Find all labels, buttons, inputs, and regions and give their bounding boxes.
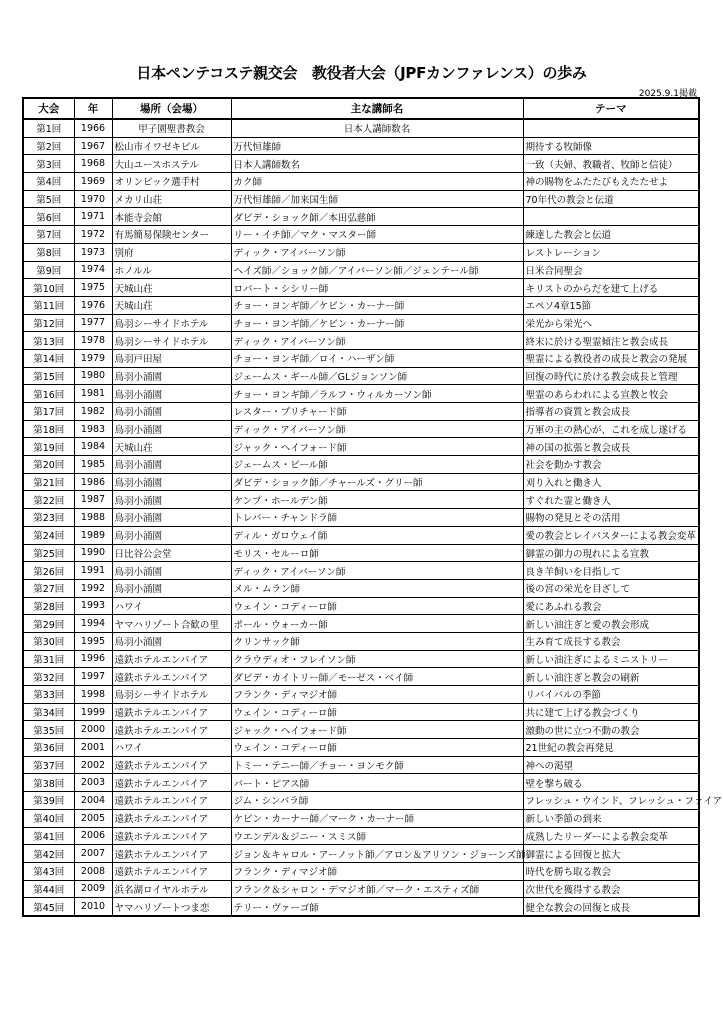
cell-session: 第36回 [23,739,74,757]
cell-speakers: ポール・ウォーカー師 [231,615,523,633]
cell-year: 1991 [74,562,112,580]
cell-venue: ホノルル [112,261,231,279]
cell-venue: 遠鉄ホテルエンパイア [112,827,231,845]
cell-year: 1994 [74,615,112,633]
cell-speakers: バート・ピアス師 [231,774,523,792]
header-speakers: 主な講師名 [231,98,523,119]
cell-year: 1987 [74,491,112,509]
cell-theme: 生み育て成長する教会 [523,632,699,650]
cell-theme: 刈り入れと働き人 [523,473,699,491]
cell-venue: ハワイ [112,739,231,757]
cell-venue: 遠鉄ホテルエンパイア [112,721,231,739]
table-row [23,827,699,845]
cell-theme: 栄光から栄光へ [523,314,699,332]
cell-session: 第28回 [23,597,74,615]
cell-session: 第5回 [23,190,74,208]
table-row [23,420,699,438]
table-row [23,509,699,527]
cell-session: 第31回 [23,650,74,668]
cell-session: 第25回 [23,544,74,562]
table-row [23,739,699,757]
cell-session: 第17回 [23,403,74,421]
cell-session: 第8回 [23,243,74,261]
cell-speakers: チョー・ヨンギ師／ケビン・カーナー師 [231,314,523,332]
cell-session: 第45回 [23,898,74,916]
cell-theme: 愛にあふれる教会 [523,597,699,615]
header-venue: 場所（会場） [112,98,231,119]
table-row [23,137,699,155]
cell-venue: 鳥羽シーサイドホテル [112,314,231,332]
cell-speakers: ジェームス・ギール師／GLジョンソン師 [231,367,523,385]
cell-theme: 万軍の主の熱心が、これを成し遂げる [523,420,699,438]
table-row [23,526,699,544]
cell-venue: 甲子園聖書教会 [112,119,231,137]
table-row [23,456,699,474]
cell-theme: すぐれた霊と働き人 [523,491,699,509]
cell-venue: 遠鉄ホテルエンパイア [112,792,231,810]
cell-year: 1981 [74,385,112,403]
cell-theme: 練達した教会と伝道 [523,226,699,244]
cell-venue: 遠鉄ホテルエンパイア [112,668,231,686]
cell-year: 1971 [74,208,112,226]
cell-theme: キリストのからだを建て上げる [523,279,699,297]
cell-speakers: ウェイン・コディーロ師 [231,597,523,615]
cell-theme: 神の賜物をふたたびもえたたせよ [523,173,699,191]
cell-theme: リバイバルの季節 [523,686,699,704]
cell-speakers: チョー・ヨンギ師／ケビン・カーナー師 [231,296,523,314]
table-row [23,332,699,350]
cell-session: 第4回 [23,173,74,191]
cell-year: 1998 [74,686,112,704]
cell-session: 第2回 [23,137,74,155]
cell-venue: 鳥羽小涌園 [112,420,231,438]
cell-year: 1972 [74,226,112,244]
cell-year: 2007 [74,845,112,863]
cell-session: 第16回 [23,385,74,403]
cell-theme: 日米合同聖会 [523,261,699,279]
cell-venue: 鳥羽シーサイドホテル [112,686,231,704]
cell-year: 2005 [74,809,112,827]
table-row [23,119,699,137]
cell-speakers: ディック・アイバーソン師 [231,562,523,580]
cell-speakers: ダビデ・ショック師／本田弘慈師 [231,208,523,226]
cell-theme: 期待する牧師像 [523,137,699,155]
table-row [23,703,699,721]
cell-theme: 新しい油注ぎによるミニストリー [523,650,699,668]
cell-year: 1988 [74,509,112,527]
cell-theme: 賜物の発見とその活用 [523,509,699,527]
cell-venue: オリンピック選手村 [112,173,231,191]
cell-year: 1967 [74,137,112,155]
table-row [23,774,699,792]
cell-year: 1978 [74,332,112,350]
cell-theme [523,208,699,226]
cell-session: 第39回 [23,792,74,810]
cell-theme: 神の国の拡張と教会成長 [523,438,699,456]
cell-venue: 日比谷公会堂 [112,544,231,562]
cell-theme: 21世紀の教会再発見 [523,739,699,757]
table-row [23,615,699,633]
cell-theme: 時代を勝ち取る教会 [523,862,699,880]
cell-year: 2008 [74,862,112,880]
cell-speakers: ダビデ・カイトリー師／モーゼス・ベイ師 [231,668,523,686]
cell-session: 第41回 [23,827,74,845]
cell-theme: 聖霊による教役者の成長と教会の発展 [523,349,699,367]
table-row [23,296,699,314]
cell-speakers: ウエンデル＆ジニー・スミス師 [231,827,523,845]
cell-speakers: ディック・アイバーソン師 [231,243,523,261]
cell-theme: レストレーション [523,243,699,261]
cell-theme: エペソ4章15節 [523,296,699,314]
cell-theme: 後の宮の栄光を目ざして [523,579,699,597]
cell-venue: 鳥羽小涌園 [112,632,231,650]
cell-year: 1990 [74,544,112,562]
cell-venue: 浜名湖ロイヤルホテル [112,880,231,898]
table-row [23,686,699,704]
conference-history-table [22,97,723,917]
cell-speakers: クリンサック師 [231,632,523,650]
cell-speakers: ケンプ・ホールデン師 [231,491,523,509]
cell-year: 1995 [74,632,112,650]
cell-theme: 新しい油注ぎと教会の刷新 [523,668,699,686]
cell-session: 第27回 [23,579,74,597]
cell-session: 第21回 [23,473,74,491]
cell-session: 第11回 [23,296,74,314]
cell-session: 第3回 [23,155,74,173]
cell-speakers: ディック・アイバーソン師 [231,420,523,438]
cell-venue: 鳥羽小涌園 [112,509,231,527]
cell-speakers: フランク＆シャロン・デマジオ師／マーク・エスティズ師 [231,880,523,898]
cell-venue: 本能寺会館 [112,208,231,226]
cell-year: 1997 [74,668,112,686]
cell-year: 1966 [74,119,112,137]
cell-venue: ハワイ [112,597,231,615]
table-row [23,243,699,261]
cell-year: 1996 [74,650,112,668]
table-row [23,579,699,597]
cell-venue: 鳥羽小涌園 [112,403,231,421]
table-row [23,845,699,863]
cell-venue: 鳥羽小涌園 [112,491,231,509]
header-year: 年 [74,98,112,119]
cell-theme: 70年代の教会と伝道 [523,190,699,208]
cell-session: 第23回 [23,509,74,527]
cell-venue: 遠鉄ホテルエンパイア [112,756,231,774]
cell-speakers: チョー・ヨンギ師／ロイ・ハーザン師 [231,349,523,367]
table-row [23,349,699,367]
cell-session: 第40回 [23,809,74,827]
table-row [23,880,699,898]
cell-theme: 共に建て上げる教会づくり [523,703,699,721]
cell-year: 2003 [74,774,112,792]
table-row [23,190,699,208]
cell-session: 第20回 [23,456,74,474]
cell-venue: 天城山荘 [112,279,231,297]
cell-year: 2009 [74,880,112,898]
cell-venue: メカリ山荘 [112,190,231,208]
table-row [23,756,699,774]
cell-speakers: ディック・アイバーソン師 [231,332,523,350]
table-row [23,562,699,580]
cell-speakers: フランク・ディマジオ師 [231,686,523,704]
cell-year: 1984 [74,438,112,456]
cell-speakers: モリス・セルーロ師 [231,544,523,562]
cell-session: 第18回 [23,420,74,438]
table-row [23,279,699,297]
cell-session: 第22回 [23,491,74,509]
cell-year: 1982 [74,403,112,421]
cell-session: 第15回 [23,367,74,385]
cell-theme: 御霊の御力の現れによる宣教 [523,544,699,562]
cell-venue: 天城山荘 [112,438,231,456]
cell-theme: 激動の世に立つ不動の教会 [523,721,699,739]
cell-year: 1968 [74,155,112,173]
cell-venue: 有馬簡易保険センター [112,226,231,244]
cell-session: 第24回 [23,526,74,544]
cell-year: 2001 [74,739,112,757]
cell-venue: 松山市イワゼキビル [112,137,231,155]
cell-venue: 鳥羽小涌園 [112,473,231,491]
cell-year: 1980 [74,367,112,385]
table-row [23,792,699,810]
cell-year: 1979 [74,349,112,367]
cell-session: 第10回 [23,279,74,297]
cell-theme: 新しい季節の到来 [523,809,699,827]
cell-session: 第12回 [23,314,74,332]
cell-theme: 成熟したリーダーによる教会変革 [523,827,699,845]
table-header-row [23,98,699,119]
cell-session: 第6回 [23,208,74,226]
table-row [23,668,699,686]
cell-speakers: フランク・ディマジオ師 [231,862,523,880]
cell-venue: 遠鉄ホテルエンパイア [112,862,231,880]
cell-year: 1977 [74,314,112,332]
table-row [23,367,699,385]
cell-theme: 御霊による回復と拡大 [523,845,699,863]
cell-speakers: 日本人講師数名 [231,155,523,173]
cell-session: 第44回 [23,880,74,898]
table-row [23,491,699,509]
cell-speakers: レスター・プリチャード師 [231,403,523,421]
cell-year: 2000 [74,721,112,739]
cell-venue: 遠鉄ホテルエンパイア [112,703,231,721]
publish-date: 2025.9.1掲載 [638,89,697,99]
table-row [23,173,699,191]
table-row [23,650,699,668]
cell-venue: 遠鉄ホテルエンパイア [112,650,231,668]
cell-year: 2004 [74,792,112,810]
cell-session: 第34回 [23,703,74,721]
cell-speakers: ロバート・シシリー師 [231,279,523,297]
table-row [23,632,699,650]
cell-year: 1993 [74,597,112,615]
cell-theme: 終末に於ける聖霊傾注と教会成長 [523,332,699,350]
cell-speakers: メル・ムラン師 [231,579,523,597]
table-row [23,721,699,739]
cell-speakers: カク師 [231,173,523,191]
cell-session: 第1回 [23,119,74,137]
cell-session: 第35回 [23,721,74,739]
cell-venue: ヤマハリゾート合歓の里 [112,615,231,633]
cell-speakers: クラウディオ・フレイソン師 [231,650,523,668]
cell-year: 1975 [74,279,112,297]
cell-session: 第29回 [23,615,74,633]
table-row [23,314,699,332]
cell-session: 第33回 [23,686,74,704]
cell-year: 2006 [74,827,112,845]
cell-speakers: ケビン・カーナー師／マーク・カーナー師 [231,809,523,827]
table-row [23,809,699,827]
table-row [23,898,699,916]
cell-speakers: ジャック・ヘイフォード師 [231,721,523,739]
cell-speakers: 日本人講師数名 [231,119,523,137]
cell-session: 第30回 [23,632,74,650]
cell-venue: 鳥羽小涌園 [112,526,231,544]
cell-session: 第43回 [23,862,74,880]
cell-speakers: ジェームス・ビール師 [231,456,523,474]
cell-year: 1989 [74,526,112,544]
table-row [23,385,699,403]
cell-year: 1976 [74,296,112,314]
cell-speakers: トミー・テニー師／チョー・ヨンモク師 [231,756,523,774]
cell-speakers: ディル・ガロウェイ師 [231,526,523,544]
table-row [23,862,699,880]
cell-venue: 遠鉄ホテルエンパイア [112,809,231,827]
cell-year: 1983 [74,420,112,438]
table-row [23,544,699,562]
cell-session: 第32回 [23,668,74,686]
cell-speakers: ダビデ・ショック師／チャールズ・グリー師 [231,473,523,491]
cell-theme: 愛の教会とレイパスターによる教会変革 [523,526,699,544]
document-title: 日本ペンテコステ親交会 教役者大会（JPFカンファレンス）の歩み [136,64,587,82]
cell-venue: 天城山荘 [112,296,231,314]
cell-venue: 鳥羽小涌園 [112,367,231,385]
cell-speakers: ウェイン・コディーロ師 [231,703,523,721]
cell-venue: ヤマハリゾートつま恋 [112,898,231,916]
cell-theme: 聖霊のあらわれによる宣教と牧会 [523,385,699,403]
cell-speakers: 万代恒雄師 [231,137,523,155]
header-theme: テーマ [523,98,699,119]
cell-venue: 別府 [112,243,231,261]
cell-theme: 健全な教会の回復と成長 [523,898,699,916]
cell-venue: 鳥羽小涌園 [112,456,231,474]
table-row [23,208,699,226]
table-row [23,155,699,173]
table-row [23,438,699,456]
cell-session: 第37回 [23,756,74,774]
cell-theme: 一致（夫婦、教職者、牧師と信徒） [523,155,699,173]
cell-venue: 遠鉄ホテルエンパイア [112,774,231,792]
cell-year: 1986 [74,473,112,491]
cell-speakers: ウェイン・コディーロ師 [231,739,523,757]
cell-year: 1999 [74,703,112,721]
table-row [23,261,699,279]
cell-venue: 鳥羽小涌園 [112,385,231,403]
cell-speakers: トレバー・チャンドラ師 [231,509,523,527]
cell-venue: 遠鉄ホテルエンパイア [112,845,231,863]
cell-theme: 新しい油注ぎと愛の教会形成 [523,615,699,633]
table-row [23,403,699,421]
cell-speakers: チョー・ヨンギ師／ラルフ・ウィルカーソン師 [231,385,523,403]
cell-theme: 回復の時代に於ける教会成長と管理 [523,367,699,385]
cell-venue: 鳥羽戸田屋 [112,349,231,367]
cell-theme: 指導者の資質と教会成長 [523,403,699,421]
cell-session: 第42回 [23,845,74,863]
table-row [23,597,699,615]
cell-theme: 社会を動かす教会 [523,456,699,474]
cell-year: 1969 [74,173,112,191]
cell-speakers: ジョン＆キャロル・アーノット師／アロン＆アリソン・ジョーンズ師 [231,845,523,863]
cell-speakers: ジャック・ヘイフォード師 [231,438,523,456]
cell-year: 1992 [74,579,112,597]
cell-theme: フレッシュ・ウインド、フレッシュ・ファイア [523,792,699,810]
cell-session: 第38回 [23,774,74,792]
cell-venue: 鳥羽小涌園 [112,562,231,580]
cell-year: 2002 [74,756,112,774]
cell-speakers: テリー・ヴァーゴ師 [231,898,523,916]
cell-session: 第13回 [23,332,74,350]
cell-session: 第9回 [23,261,74,279]
cell-year: 1974 [74,261,112,279]
table-row [23,473,699,491]
cell-session: 第26回 [23,562,74,580]
cell-theme: 神への渇望 [523,756,699,774]
cell-session: 第7回 [23,226,74,244]
cell-theme: 壁を撃ち破る [523,774,699,792]
cell-session: 第14回 [23,349,74,367]
cell-venue: 鳥羽小涌園 [112,579,231,597]
table-row [23,226,699,244]
cell-theme: 良き羊飼いを目指して [523,562,699,580]
header-session: 大会 [23,98,74,119]
cell-speakers: 万代恒雄師／加来国生師 [231,190,523,208]
cell-speakers: ヘイズ師／ショック師／アイバーソン師／ジェンテール師 [231,261,523,279]
cell-venue: 大山ユースホステル [112,155,231,173]
cell-venue: 鳥羽シーサイドホテル [112,332,231,350]
cell-theme [523,119,699,137]
cell-theme: 次世代を獲得する教会 [523,880,699,898]
cell-year: 1985 [74,456,112,474]
cell-speakers: ジム・シンバラ師 [231,792,523,810]
cell-year: 1970 [74,190,112,208]
cell-year: 1973 [74,243,112,261]
cell-session: 第19回 [23,438,74,456]
cell-year: 2010 [74,898,112,916]
cell-speakers: リー・イチ師／マク・マスター師 [231,226,523,244]
